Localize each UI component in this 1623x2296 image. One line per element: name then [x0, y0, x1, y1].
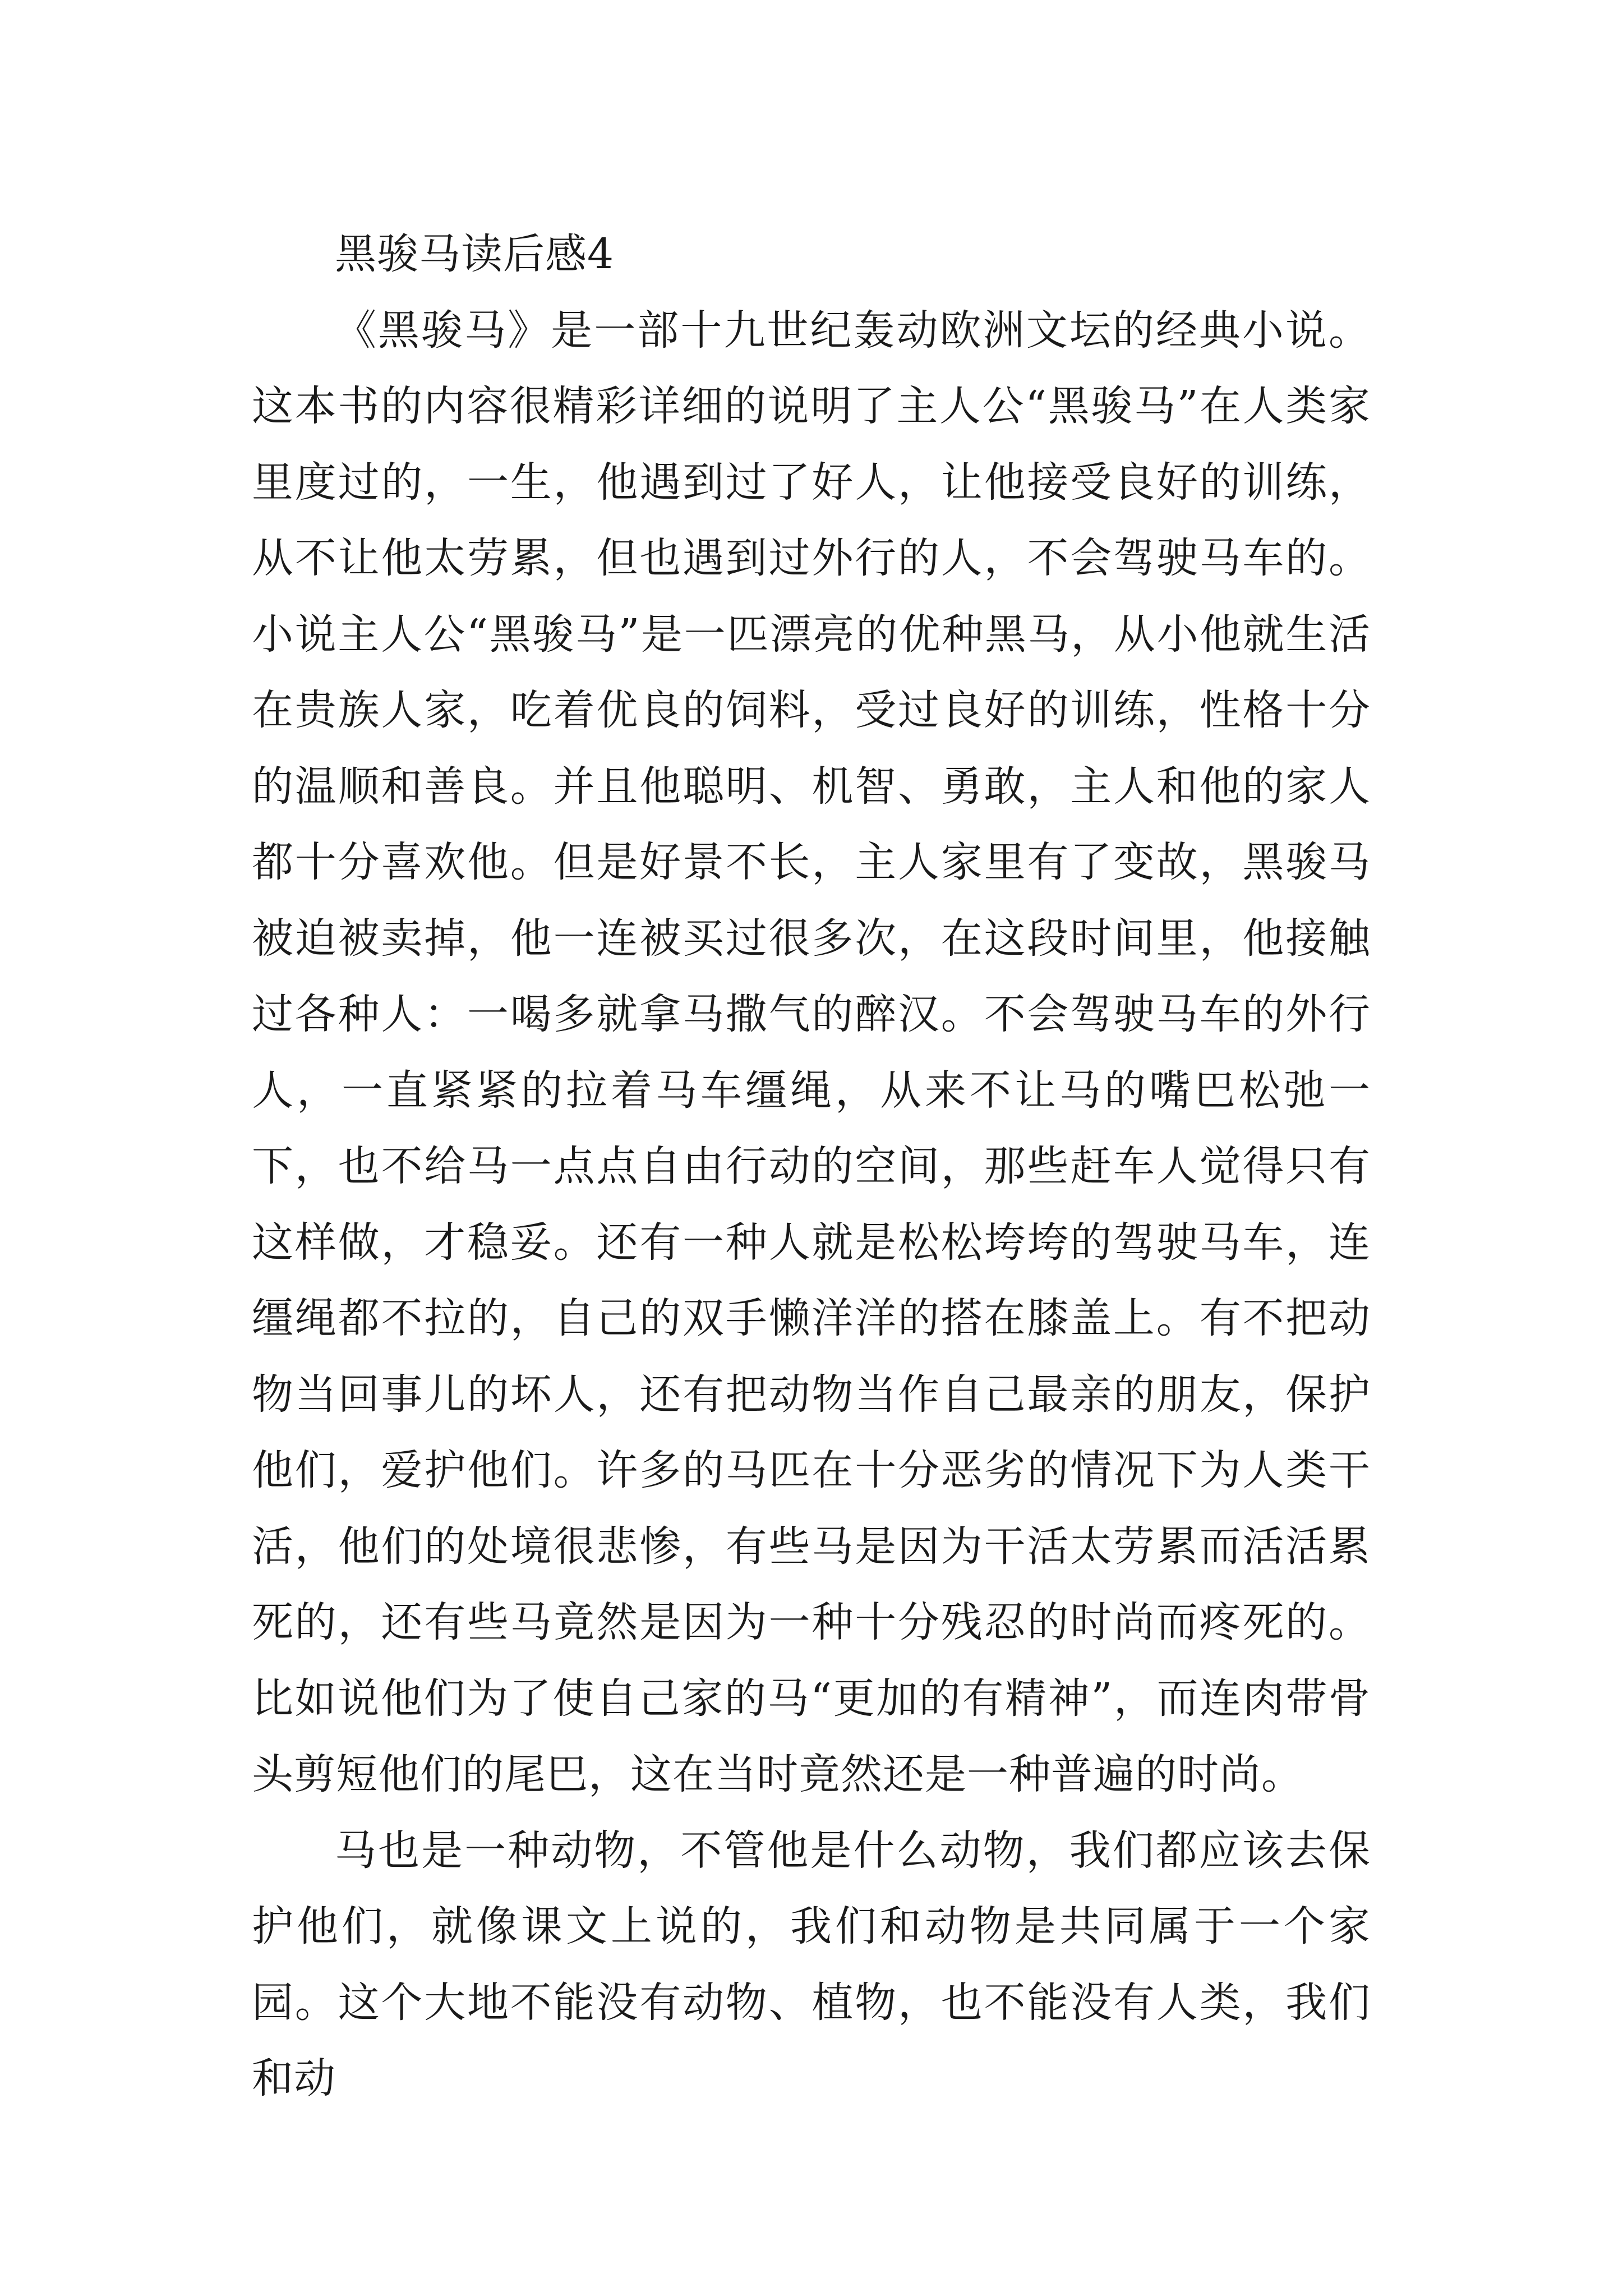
paragraph-1: 《黑骏马》是一部十九世纪轰动欧洲文坛的经典小说。这本书的内容很精彩详细的说明了主人公“黑骏马”在人类家里度过的，一生，他遇到过了好人，让他接受良好的训练，从不让他太劳累，但也遇到过外行的人，不会驾驶马车的。小说主人公“黑骏马”是一匹漂亮的优种黑马，从小他就生活在贵族人家，吃着优良的饲料，受过良好的训练，性格十分的温顺和善良。并且他聪明、机智、勇敢，主人和他的家人都十分喜欢他。但是好景不长，主人家里有了变故，黑骏马被迫被卖掉，他一连被买过很多次，在这段时间里，他接触过各种人：一喝多就拿马撒气的醉汉。不会驾驶马车的外行人，一直紧紧的拉着马车缰绳，从来不让马的嘴巴松弛一下，也不给马一点点自由行动的空间，那些赶车人觉得只有这样做，才稳妥。还有一种人就是松松垮垮的驾驶马车，连缰绳都不拉的，自己的双手懒洋洋的搭在膝盖上。有不把动物当回事儿的坏人，还有把动物当作自己最亲的朋友，保护他们，爱护他们。许多的马匹在十分恶劣的情况下为人类干活，他们的处境很悲惨，有些马是因为干活太劳累而活活累死的，还有些马竟然是因为一种十分残忍的时尚而疼死的。比如说他们为了使自己家的马“更加的有精神”，而连肉带骨头剪短他们的尾巴，这在当时竟然还是一种普遍的时尚。 — [252, 306, 1371, 1798]
document-body — [252, 217, 1371, 2117]
document-title: 黑骏马读后感4 — [335, 230, 615, 278]
paragraph-2: 马也是一种动物，不管他是什么动物，我们都应该去保护他们，就像课文上说的，我们和动物是共同属于一个家园。这个大地不能没有动物、植物，也不能没有人类，我们和动 — [252, 1826, 1371, 2102]
